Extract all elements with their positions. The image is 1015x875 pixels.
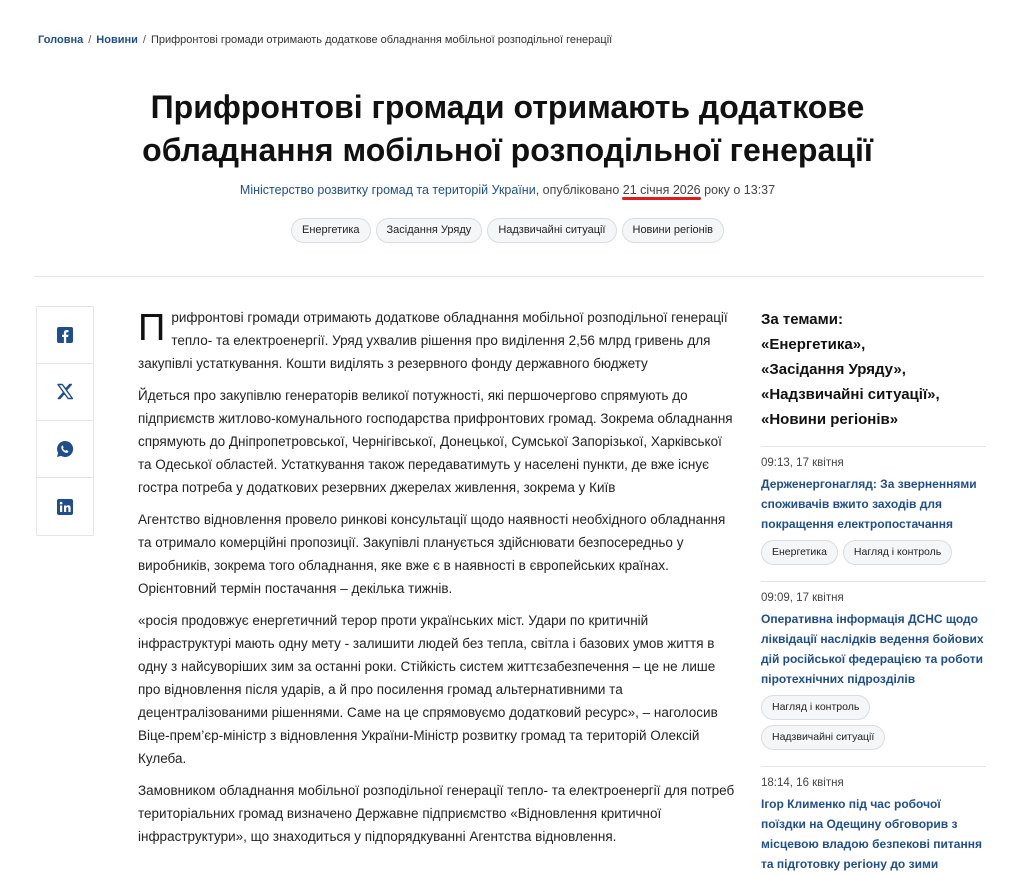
facebook-icon [55,325,75,345]
news-item [761,581,986,750]
sidebar-heading-line: «Надзвичайні ситуації», [761,386,940,403]
tag-emergencies[interactable]: Надзвичайні ситуації [487,218,616,243]
whatsapp-icon [55,439,75,459]
page-title [0,86,1015,172]
news-title-link[interactable]: Оперативна інформація ДСНС щодо ліквідації наслідків ведення бойових дій російської федерацією та роботи піротехнічних підрозділів [761,612,984,686]
article-paragraph: Замовником обладнання мобільної розподільної генерації тепло- та електроенергії для потреб територіальних громад визначено Державне підприємство «Відновлення критичної інфраструктури», що знаходиться у підпорядкуванні Агентства відновлення. [138,783,735,844]
tag-regional-news[interactable]: Новини регіонів [622,218,725,243]
share-facebook-button[interactable] [37,307,93,364]
news-tags [761,695,986,750]
tag-government-meeting[interactable]: Засідання Уряду [376,218,483,243]
article-meta [0,183,1015,197]
breadcrumb-separator: / [88,34,92,46]
news-tag[interactable]: Надзвичайні ситуації [761,725,885,750]
linkedin-icon [55,497,75,517]
tag-energy[interactable]: Енергетика [291,218,371,243]
share-whatsapp-button[interactable] [37,421,93,478]
breadcrumb-current: Прифронтові громади отримають додаткове обладнання мобільної розподільної генерації [150,34,613,46]
news-title-link[interactable]: Ігор Клименко під час робочої поїздки на Одещину обговорив з місцевою владою безпекові питання та підготовку регіону до зими [761,797,982,871]
published-prefix: , опубліковано [535,183,620,197]
header-divider [34,276,984,277]
x-icon [55,382,75,402]
article-body [138,306,738,857]
news-tag[interactable]: Нагляд і контроль [843,540,952,565]
author-org-link[interactable]: Міністерство розвитку громад та територій України [239,183,536,197]
article-lead-text: рифронтові громади отримають додаткове обладнання мобільної розподільної генерації тепло- та електроенергії. Уряд ухвалив рішення про виділення 2,56 млрд гривень для закупівлі устаткування. Кошти виділять з резервного фонду державного бюджету [138,310,728,371]
news-item [761,446,986,565]
date-highlight-underline [622,197,701,200]
article-paragraph: «росія продовжує енергетичний терор проти українських міст. Удари по критичній інфраструктурі мають одну мету - залишити людей без тепла, світла і базових умов життя в одну з найсуворіших зим за останні роки. Стійкість систем життєзабезпечення – це не лише про відновлення після ударів, а й про посилення громад альтернативними та децентралізованими рішеннями. Саме на це спрямовуємо додатковий ресурс», – наголосив Віце-прем’єр-міністр з відновлення України-Міністр розвитку громад та територій Олексій Кулеба. [138,613,718,766]
news-tags [761,540,986,565]
news-item [761,766,986,874]
article-paragraph: Агентство відновлення провело ринкові консультації щодо наявності необхідного обладнання та отримало комерційні пропозиції. Закупівлі планується здійснювати безпосередньо у виробників, зокрема того обладнання, яке вже є в наявності в європейських країнах. Орієнтовний термін постачання – декілька тижнів. [138,512,726,596]
news-tag[interactable]: Енергетика [761,540,838,565]
news-time: 18:14, 16 квітня [761,777,844,789]
news-time: 09:13, 17 квітня [761,457,844,469]
share-panel [36,306,94,536]
sidebar-heading [761,307,986,432]
sidebar-heading-line: «Новини регіонів» [761,411,899,428]
sidebar-heading-line: За темами: [761,311,843,328]
page-title-line-2: обладнання мобільної розподільної генерації [142,132,873,168]
page-title-line-1: Прифронтові громади отримають додаткове [150,89,865,125]
related-news-sidebar [761,307,986,875]
breadcrumb-separator: / [142,34,146,46]
article-paragraph: Йдеться про закупівлю генераторів великої потужності, які першочергово спрямують до підприємств житлово-комунального господарства прифронтових громад. Зокрема обладнання спрямують до Дніпропетровської, Чернігівської, Донецької, Сумської Запорізької, Харківської та Одеської областей. Устаткування також передаватимуть у населені пункти, де вже існує гостра потреба у додаткових резервних джерелах живлення, зокрема у Київ [138,388,733,495]
breadcrumb-home-link[interactable]: Головна [38,34,84,46]
share-x-button[interactable] [37,364,93,421]
breadcrumb [38,34,612,46]
sidebar-heading-line: «Засідання Уряду», [761,361,906,378]
dropcap-letter: П [138,307,166,349]
article-lead [138,306,738,375]
article-tags [0,218,1015,243]
share-linkedin-button[interactable] [37,478,93,535]
publish-date: 21 січня 2026 [622,183,701,197]
news-title-link[interactable]: Держенергонагляд: За зверненнями споживачів вжито заходів для покращення електропостачання [761,477,977,531]
publish-time: року о 13:37 [704,183,776,197]
news-time: 09:09, 17 квітня [761,592,844,604]
news-tag[interactable]: Нагляд і контроль [761,695,870,720]
breadcrumb-news-link[interactable]: Новини [96,34,138,46]
sidebar-heading-line: «Енергетика», [761,336,866,353]
